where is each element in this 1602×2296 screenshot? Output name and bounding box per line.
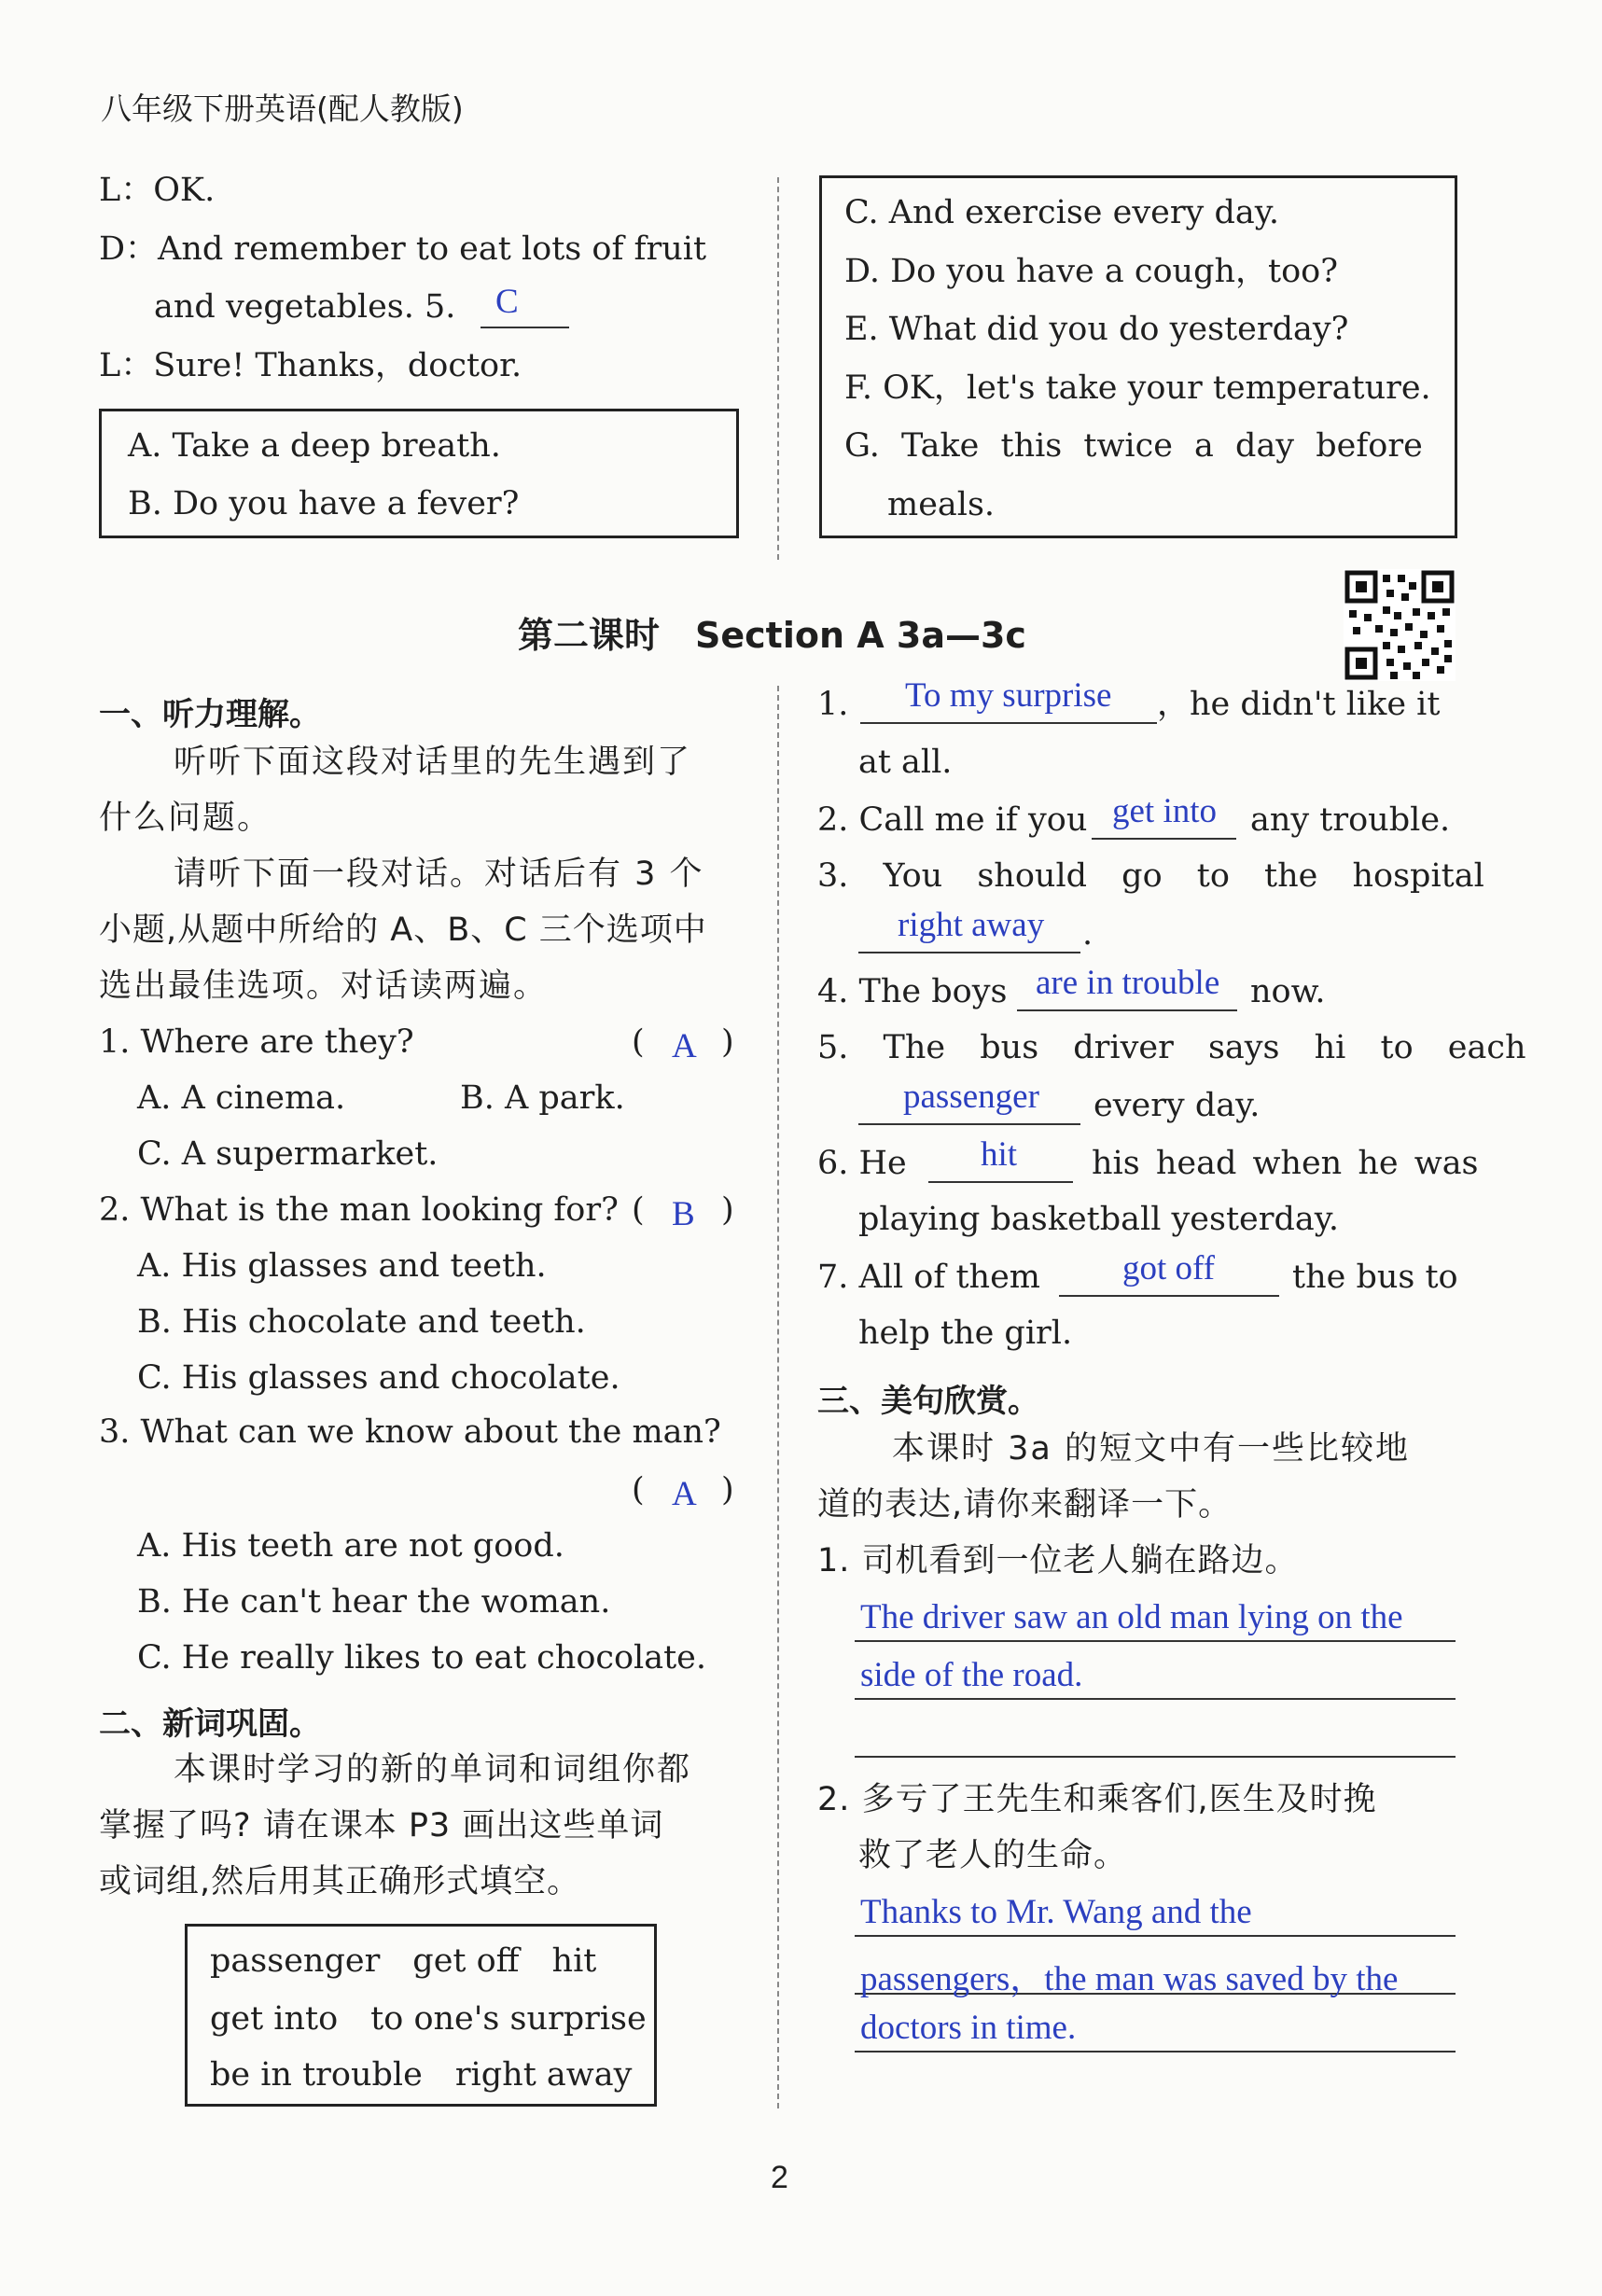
paren-right: ) [721, 1191, 734, 1229]
fill-item-5-text: every day. [1094, 1087, 1261, 1124]
translate-sentence-1: 1. 司机看到一位老人躺在路边。 [817, 1542, 1299, 1579]
translate-intro: 本课时 3a 的短文中有一些比较地 [892, 1430, 1410, 1468]
answer-q2: B [672, 1195, 695, 1233]
page-number: 2 [771, 2160, 788, 2195]
option-item: A. Take a deep breath. [128, 427, 501, 465]
answer-q3: A [672, 1475, 697, 1513]
translate-intro: 道的表达,请你来翻译一下。 [817, 1486, 1233, 1524]
option-b: B. He can't hear the woman. [137, 1583, 611, 1621]
fill-item-7-cont: help the girl. [858, 1315, 1073, 1352]
book-title: 八年级下册英语(配人教版) [101, 90, 464, 127]
question-1: 1. Where are they? [99, 1023, 414, 1061]
blank-5b[interactable] [858, 1075, 1080, 1125]
paren-right: ) [721, 1471, 734, 1509]
fill-item-1-text: ，he didn't like it [1157, 686, 1441, 723]
option-item-continuation: meals. [887, 486, 996, 523]
answer-2: get into [1112, 792, 1218, 830]
vocab-intro: 掌握了吗? 请在课本 P3 画出这些单词 [99, 1807, 664, 1844]
fill-item-4-text: now. [1250, 973, 1326, 1010]
option-item: B. Do you have a fever? [128, 485, 520, 522]
option-a: A. His teeth are not good. [137, 1527, 564, 1565]
option-item: F. OK，let's take your temperature. [844, 369, 1431, 407]
option-c: C. His glasses and chocolate. [137, 1359, 620, 1397]
answer-q1: A [672, 1027, 697, 1065]
fill-item-1-cont: at all. [858, 744, 953, 781]
listening-intro: 选出最佳选项。对话读两遍。 [99, 967, 549, 1005]
blank-7[interactable] [1059, 1246, 1279, 1297]
listening-intro: 什么问题。 [99, 800, 272, 837]
question-2: 2. What is the man looking for? [99, 1191, 619, 1229]
fill-item-4-text: 4. The boys [817, 973, 1008, 1010]
fill-item-2-text: 2. Call me if you [817, 801, 1088, 839]
option-item: D. Do you have a cough，too? [844, 253, 1338, 290]
translate-sentence-2: 救了老人的生命。 [858, 1837, 1128, 1874]
answer-line[interactable] [855, 2002, 1456, 2052]
blank-6[interactable] [928, 1133, 1073, 1183]
dialogue-line: D：And remember to eat lots of fruit [99, 230, 707, 268]
translation-answer-2: passengers，the man was saved by the [860, 1960, 1399, 1998]
answer-line[interactable] [855, 1592, 1456, 1642]
word-bank-line: be in trouble right away [210, 2056, 633, 2094]
options-box-right [819, 175, 1457, 538]
vocab-intro: 或词组,然后用其正确形式填空。 [99, 1863, 581, 1900]
option-b: B. His chocolate and teeth. [137, 1303, 586, 1341]
answer-4: are in trouble [1036, 964, 1220, 1002]
dialogue-line: and vegetables. 5. [154, 288, 456, 326]
word-bank-line: get into to one's surprise [210, 2000, 647, 2038]
option-c: C. A supermarket. [137, 1135, 439, 1173]
translation-answer-1: The driver saw an old man lying on the [860, 1598, 1403, 1636]
blank-2[interactable] [1092, 789, 1236, 840]
blank-1[interactable] [860, 674, 1157, 724]
blank-3[interactable] [858, 903, 1080, 953]
paren-right: ) [721, 1023, 734, 1061]
answer-5: C [495, 283, 519, 321]
translate-sentence-2: 2. 多亏了王先生和乘客们,医生及时挽 [817, 1781, 1377, 1818]
paren-left: ( [632, 1191, 645, 1229]
answer-line[interactable] [855, 1707, 1456, 1758]
word-bank-line: passenger get off hit [210, 1942, 597, 1980]
section-title: 第二课时 Section A 3a—3c [518, 615, 1026, 656]
listening-intro: 小题,从题中所给的 A、B、C 三个选项中 [99, 911, 707, 949]
option-item: E. What did you do yesterday? [844, 311, 1349, 348]
answer-3: right away [898, 906, 1045, 944]
answer-line[interactable] [855, 1886, 1456, 1937]
fill-item-1-number: 1. [817, 686, 849, 723]
translation-answer-2: doctors in time. [860, 2009, 1077, 2047]
qr-code-icon[interactable] [1344, 569, 1456, 681]
fill-item-6-text: 6. He [817, 1145, 907, 1182]
option-a: A. His glasses and teeth. [137, 1247, 547, 1285]
column-divider-bottom [777, 686, 779, 2108]
fill-item-6-cont: playing basketball yesterday. [858, 1201, 1339, 1238]
translation-answer-1: side of the road. [860, 1656, 1083, 1694]
paren-left: ( [632, 1471, 645, 1509]
blank-5[interactable] [481, 280, 569, 328]
options-box-left [99, 409, 739, 538]
option-c: C. He really likes to eat chocolate. [137, 1639, 707, 1677]
option-item: G. Take this twice a day before [844, 427, 1423, 465]
option-b: B. A park. [460, 1079, 625, 1117]
option-a: A. A cinema. [137, 1079, 346, 1117]
answer-7: got off [1122, 1249, 1216, 1287]
fill-item-6-text: his head when he was [1092, 1145, 1479, 1182]
answer-line[interactable] [855, 1944, 1456, 1998]
vocab-intro: 本课时学习的新的单词和词组你都 [174, 1751, 692, 1788]
translate-heading: 三、美句欣赏。 [817, 1383, 1039, 1420]
fill-item-7-text: 7. All of them [817, 1259, 1040, 1296]
dialogue-line: L：OK. [99, 172, 216, 209]
paren-left: ( [632, 1023, 645, 1061]
column-divider-top [777, 177, 779, 560]
listening-heading: 一、听力理解。 [99, 696, 321, 733]
answer-1: To my surprise [905, 676, 1112, 715]
fill-item-3-text: . [1082, 915, 1094, 953]
question-3: 3. What can we know about the man? [99, 1413, 721, 1451]
listening-intro: 听听下面这段对话里的先生遇到了 [174, 744, 692, 781]
option-item: C. And exercise every day. [844, 194, 1279, 231]
answer-6: hit [981, 1135, 1018, 1174]
answer-5b: passenger [903, 1078, 1039, 1116]
answer-line[interactable] [855, 1649, 1456, 1700]
dialogue-line: L：Sure! Thanks，doctor. [99, 347, 522, 384]
word-bank-box [185, 1924, 657, 2107]
fill-item-7-text: the bus to [1292, 1259, 1458, 1296]
fill-item-2-text: any trouble. [1250, 801, 1451, 839]
fill-item-5-text: 5. The bus driver says hi to each [817, 1029, 1526, 1066]
vocab-heading: 二、新词巩固。 [99, 1705, 321, 1743]
blank-4[interactable] [1017, 961, 1237, 1011]
listening-intro: 请听下面一段对话。对话后有 3 个 [174, 856, 704, 893]
fill-item-3-text: 3. You should go to the hospital [817, 857, 1484, 895]
translation-answer-2: Thanks to Mr. Wang and the [860, 1893, 1252, 1931]
